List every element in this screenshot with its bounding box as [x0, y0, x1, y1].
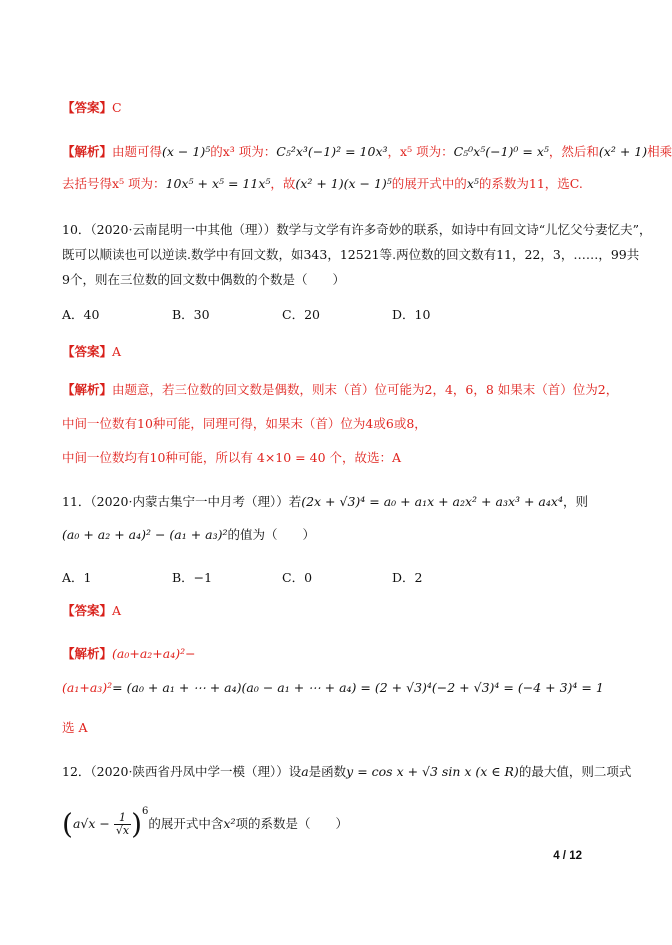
- q9-answer: [62, 100, 122, 116]
- exponent: 6: [142, 806, 149, 817]
- formula: (2x + √3)⁴ = a₀ + a₁x + a₂x² + a₃x³ + a₄x⁴: [301, 494, 563, 509]
- text: 相乘: [647, 144, 672, 159]
- formula: x²: [223, 816, 236, 831]
- formula: (a₀+a₂+a₄)²−: [112, 646, 196, 661]
- formula: (x − 1)⁵: [162, 144, 211, 159]
- text: ，然后和: [548, 144, 599, 159]
- q10-stem-line3: 9个，则在三位数的回文数中偶数的个数是（ ）: [62, 272, 345, 287]
- fraction: [114, 812, 131, 837]
- text: 12．（2020·陕西省丹凤中学一模（理））设: [62, 764, 302, 779]
- right-paren: ): [131, 807, 142, 841]
- text: x³ 项为：: [222, 144, 277, 159]
- formula: y = cos x + √3 sin x (x ∈ R): [346, 764, 519, 779]
- q10-stem-line1: 10．（2020·云南昆明一中其他（理））数学与文学有许多奇妙的联系，如诗中有回文诗“儿忆父兮妻忆夫”，: [62, 222, 652, 237]
- formula: (a₁+a₃)²: [62, 680, 113, 695]
- analysis-tag: 【解析】: [62, 144, 113, 159]
- q10-option-c: C．20: [282, 307, 320, 322]
- q11-option-a: A．1: [62, 570, 92, 585]
- formula: C₅²x³(−1)² = 10x³: [276, 144, 388, 159]
- formula: (x² + 1)(x − 1)⁵: [295, 176, 392, 191]
- text: x⁵ 项为：: [400, 144, 454, 159]
- q11-option-c: C．0: [282, 570, 313, 585]
- text: ，故: [270, 176, 296, 191]
- text: ，则: [562, 494, 588, 509]
- analysis-tag: 【解析】: [62, 646, 113, 661]
- text: 由题可得: [112, 144, 163, 159]
- formula: (a₀ + a₂ + a₄)² − (a₁ + a₃)²: [62, 527, 228, 542]
- text: 的: [210, 144, 223, 159]
- q10-analysis-line3: 中间一位数均有10种可能，所以有 4×10 = 40 个，故选：A: [62, 450, 402, 465]
- q10-option-a: A．40: [62, 307, 100, 322]
- text: 的值为（ ）: [227, 527, 316, 542]
- answer-tag: 【答案】: [62, 100, 113, 115]
- q11-stem-line2: [62, 527, 315, 543]
- formula: a√x −: [72, 816, 110, 831]
- q9-analysis-line2: [62, 176, 583, 192]
- answer-value: C: [112, 100, 122, 115]
- formula: (x² + 1): [598, 144, 648, 159]
- text: x⁵ 项为：: [112, 176, 166, 191]
- q10-stem-line2: 既可以顺读也可以逆读.数学中有回文数，如343，12521等.两位数的回文数有11，22，3，……，99共: [62, 247, 640, 262]
- text: 的系数为11，选C.: [478, 176, 583, 191]
- text: 11．（2020·内蒙古集宁一中月考（理））若: [62, 494, 302, 509]
- fraction-denominator: √x: [115, 824, 130, 837]
- text: ，: [387, 144, 401, 159]
- formula: C₅⁰x⁵(−1)⁰ = x⁵: [453, 144, 549, 159]
- q9-analysis-line1: [62, 144, 672, 160]
- q11-option-b: B．−1: [172, 570, 213, 585]
- q10-answer: [62, 344, 121, 360]
- text: 的展开式中含: [148, 816, 224, 831]
- page-number: 4 / 12: [553, 850, 582, 862]
- q10-analysis-line1: [62, 382, 618, 398]
- analysis-tag: 【解析】: [62, 382, 113, 397]
- text: 的最大值，则二项式: [518, 764, 632, 779]
- q11-conclusion: 选 A: [62, 720, 88, 735]
- formula: = (a₀ + a₁ + ⋯ + a₄)(a₀ − a₁ + ⋯ + a₄) = (2 + √3)⁴(−2 + √3)⁴ = (−4 + 3)⁴ = 1: [112, 680, 604, 695]
- formula: a: [301, 764, 309, 779]
- q11-stem-line1: [62, 494, 588, 510]
- formula: x⁵: [466, 176, 479, 191]
- q11-option-d: D．2: [392, 570, 423, 585]
- text: 去括号得: [62, 176, 113, 191]
- q10-option-d: D．10: [392, 307, 431, 322]
- text: 的展开式中的: [391, 176, 467, 191]
- answer-tag: 【答案】: [62, 344, 113, 359]
- text: 是函数: [308, 764, 347, 779]
- formula: 10x⁵ + x⁵ = 11x⁵: [165, 176, 271, 191]
- answer-value: A: [112, 344, 122, 359]
- answer-tag: 【答案】: [62, 603, 113, 618]
- q12-stem-line1: [62, 764, 631, 780]
- q11-analysis-line2: [62, 680, 604, 696]
- fraction-numerator: 1: [114, 812, 131, 825]
- q11-answer: [62, 603, 121, 619]
- q10-analysis-line2: 中间一位数有10种可能，同理可得，如果末（首）位为4或6或8，: [62, 416, 427, 431]
- q11-analysis-line1: [62, 646, 196, 662]
- left-paren: (: [62, 807, 73, 841]
- answer-value: A: [112, 603, 122, 618]
- q12-stem-line2: [62, 795, 348, 842]
- text: 由题意，若三位数的回文数是偶数，则末（首）位可能为2，4，6，8 如果末（首）位为2，: [112, 382, 619, 397]
- text: 项的系数是（ ）: [235, 816, 348, 831]
- q10-option-b: B．30: [172, 307, 210, 322]
